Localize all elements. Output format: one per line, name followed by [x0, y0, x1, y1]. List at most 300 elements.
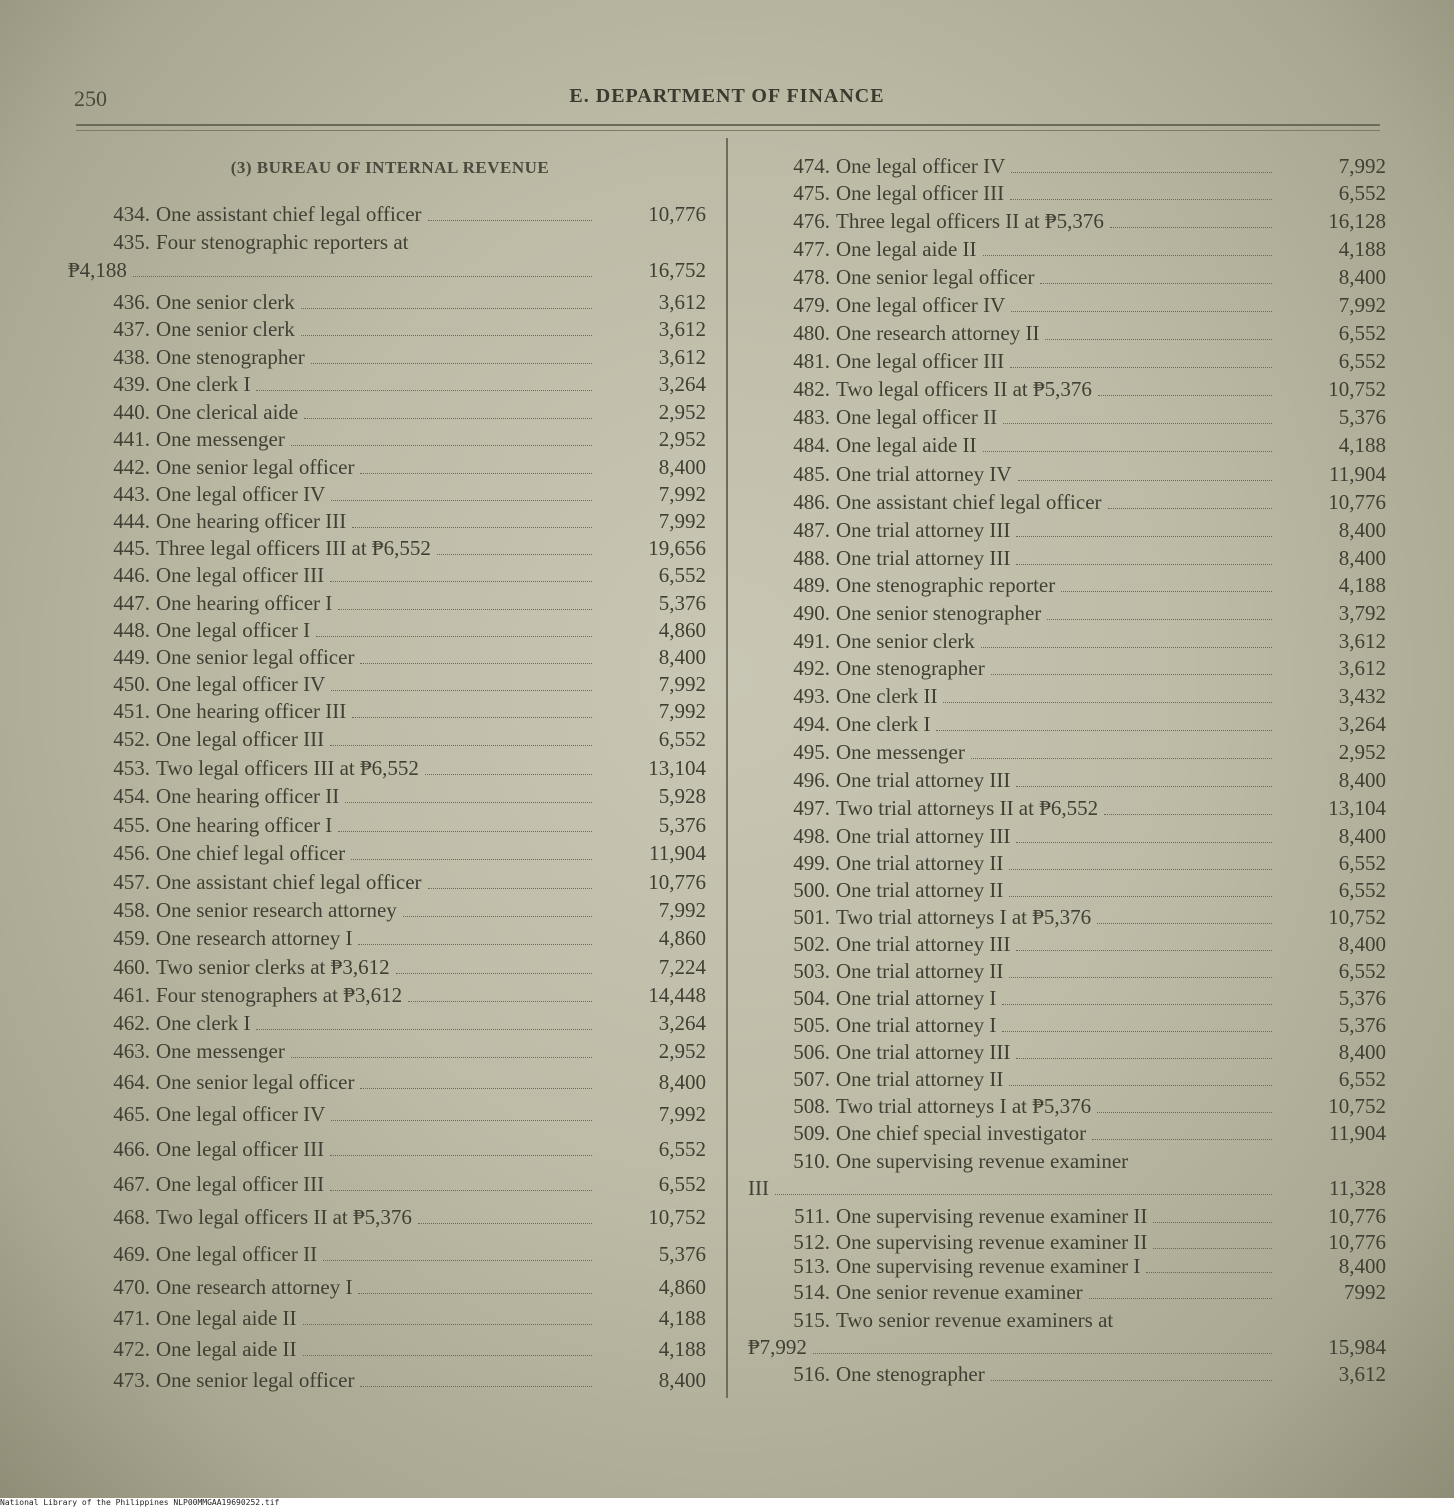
list-item [72, 727, 706, 753]
item-amount: 5,376 [1338, 1013, 1386, 1037]
item-amount: 3,612 [1338, 629, 1386, 653]
item-description-text: One legal officer IV [156, 672, 326, 696]
header-rule-thin [76, 130, 1380, 131]
dot-leader [1018, 480, 1272, 481]
item-amount: 2,952 [658, 400, 706, 424]
dot-leader [311, 363, 592, 364]
list-item [72, 1337, 706, 1363]
item-number: 503. [793, 959, 830, 983]
item-description [836, 824, 1276, 849]
item-description [836, 490, 1276, 515]
list-item [752, 1362, 1386, 1388]
item-description [156, 372, 596, 397]
item-description [156, 813, 596, 838]
item-description [836, 209, 1276, 234]
item-description-text: One clerk I [156, 1011, 251, 1035]
item-description-text: Two trial attorneys I at ₱5,376 [836, 1094, 1092, 1118]
item-description-text: One legal officer IV [156, 482, 326, 506]
item-description [836, 932, 1276, 957]
item-description [836, 349, 1276, 374]
item-number: 490. [793, 601, 830, 625]
list-item [752, 629, 1386, 655]
item-number: 468. [113, 1205, 150, 1229]
item-description [836, 905, 1276, 930]
list-item [72, 699, 706, 725]
item-description-text: Two trial attorneys II at ₱6,552 [836, 796, 1099, 820]
item-number: 484. [793, 433, 830, 457]
list-item [72, 482, 706, 508]
item-amount: 8,400 [1338, 546, 1386, 570]
item-number: 513. [793, 1254, 830, 1278]
item-number: 439. [113, 372, 150, 396]
item-description-text: One legal officer III [156, 563, 325, 587]
item-description-text: Two senior clerks at ₱3,612 [156, 955, 390, 979]
item-description-text: One legal officer IV [156, 1102, 326, 1126]
item-description-text: One legal officer IV [836, 293, 1006, 317]
list-item [752, 1067, 1386, 1093]
dot-leader [303, 1355, 592, 1356]
item-amount: 8,400 [658, 1368, 706, 1392]
item-description-text: Two legal officers III at ₱6,552 [156, 756, 419, 780]
item-description [836, 154, 1276, 179]
dot-leader [303, 1324, 592, 1325]
item-description [836, 656, 1276, 681]
item-description [836, 293, 1276, 318]
item-description-text: One legal aide II [156, 1337, 297, 1361]
list-item [752, 712, 1386, 738]
item-amount: 11,904 [1329, 1121, 1386, 1145]
item-amount: 8,400 [1338, 265, 1386, 289]
item-description-text: One hearing officer I [156, 813, 333, 837]
list-item [72, 784, 706, 810]
item-amount: 4,860 [658, 618, 706, 642]
item-description [836, 1230, 1276, 1255]
item-description-text: One senior legal officer [156, 1070, 355, 1094]
dot-leader [352, 717, 592, 718]
dot-leader [1092, 1139, 1272, 1140]
item-amount: 6,552 [1338, 1067, 1386, 1091]
dot-leader [983, 255, 1272, 256]
item-description [156, 955, 596, 980]
item-amount: 5,376 [658, 591, 706, 615]
item-number: 460. [113, 955, 150, 979]
dot-leader [1011, 311, 1272, 312]
item-description-text: One legal aide II [836, 237, 977, 261]
item-description-text: One trial attorney II [836, 1067, 1004, 1091]
item-amount: 2,952 [658, 1039, 706, 1063]
item-description [836, 959, 1276, 984]
list-item [72, 1242, 706, 1268]
list-item [72, 841, 706, 867]
item-amount: 2,952 [658, 427, 706, 451]
item-description [836, 405, 1276, 430]
item-number: 434. [113, 202, 150, 226]
dot-leader [1097, 1112, 1272, 1113]
item-description [156, 841, 596, 866]
item-description [836, 573, 1276, 598]
item-description [836, 518, 1276, 543]
list-item [72, 317, 706, 343]
column-divider [726, 138, 728, 1398]
item-number: 472. [113, 1337, 150, 1361]
item-description-text: One senior legal officer [836, 265, 1035, 289]
item-number: 510. [793, 1149, 830, 1173]
dot-leader [330, 1155, 592, 1156]
dot-leader [360, 473, 592, 474]
item-description-text: Two senior revenue examiners at [836, 1308, 1114, 1332]
item-description [836, 1013, 1276, 1038]
item-number: 471. [113, 1306, 150, 1330]
item-amount: 8,400 [1338, 518, 1386, 542]
item-description-text: One senior clerk [156, 290, 295, 314]
item-number: 491. [793, 629, 830, 653]
dot-leader [1009, 869, 1272, 870]
item-number: 497. [793, 796, 830, 820]
item-amount: 6,552 [1338, 878, 1386, 902]
list-item [752, 237, 1386, 263]
dot-leader [331, 500, 592, 501]
item-amount: 3,612 [1338, 1362, 1386, 1386]
item-description-text: Three legal officers II at ₱5,376 [836, 209, 1104, 233]
item-description-text: One senior research attorney [156, 898, 397, 922]
list-item [72, 202, 706, 228]
item-amount: 13,104 [648, 756, 706, 780]
list-item [72, 1172, 706, 1198]
item-number: 452. [113, 727, 150, 751]
item-number: 516. [793, 1362, 830, 1386]
item-description [156, 756, 596, 781]
dot-leader [351, 859, 592, 860]
item-description-text: One legal aide II [836, 433, 977, 457]
item-number: 506. [793, 1040, 830, 1064]
dot-leader [1089, 1298, 1272, 1299]
item-description [156, 727, 596, 752]
item-amount: 10,752 [648, 1205, 706, 1229]
item-description [156, 427, 596, 452]
list-item [752, 1149, 1386, 1175]
item-amount: 4,188 [1338, 237, 1386, 261]
item-amount: 3,612 [658, 345, 706, 369]
item-number: 453. [113, 756, 150, 780]
dot-leader [1146, 1272, 1272, 1273]
item-number: 488. [793, 546, 830, 570]
item-description-text: One senior clerk [836, 629, 975, 653]
item-amount: 3,792 [1338, 601, 1386, 625]
item-description-text: One messenger [156, 427, 285, 451]
list-item [752, 986, 1386, 1012]
list-item-continuation [748, 1335, 1386, 1361]
dot-leader [971, 758, 1272, 759]
item-number: 502. [793, 932, 830, 956]
dot-leader [1040, 283, 1272, 284]
dot-leader [133, 276, 592, 277]
item-description [156, 699, 596, 724]
item-amount: 7,992 [658, 1102, 706, 1126]
item-description-text: One legal aide II [156, 1306, 297, 1330]
item-description [836, 321, 1276, 346]
item-number: 450. [113, 672, 150, 696]
list-item [752, 433, 1386, 459]
item-amount: 4,188 [658, 1337, 706, 1361]
item-description [156, 400, 596, 425]
item-number: 492. [793, 656, 830, 680]
dot-leader [256, 390, 592, 391]
list-item [72, 509, 706, 535]
list-item [752, 349, 1386, 375]
item-description-text: One hearing officer I [156, 591, 333, 615]
item-number: 437. [113, 317, 150, 341]
item-description [156, 1102, 596, 1127]
dot-leader [403, 916, 592, 917]
list-item [72, 345, 706, 371]
list-item [72, 898, 706, 924]
item-amount: 5,376 [1338, 986, 1386, 1010]
item-amount: 5,376 [658, 1242, 706, 1266]
item-description-text: One senior clerk [156, 317, 295, 341]
item-description [836, 601, 1276, 626]
item-description [156, 1011, 596, 1036]
list-item [72, 926, 706, 952]
item-number: 514. [793, 1280, 830, 1304]
dot-leader [358, 944, 592, 945]
item-description [836, 546, 1276, 571]
item-description-text: One legal officer III [836, 181, 1005, 205]
item-number: 511. [794, 1204, 830, 1228]
item-amount: 7,992 [658, 482, 706, 506]
item-amount: 14,448 [648, 983, 706, 1007]
item-description-continuation [68, 258, 596, 283]
item-description-text: One messenger [836, 740, 965, 764]
item-number: 487. [793, 518, 830, 542]
dot-leader [1110, 227, 1272, 228]
item-description-text: One trial attorney III [836, 518, 1011, 542]
dot-leader [1016, 842, 1272, 843]
dot-leader [330, 745, 592, 746]
list-item [72, 672, 706, 698]
dot-leader [1009, 896, 1272, 897]
list-item [72, 1275, 706, 1301]
dot-leader [1097, 923, 1272, 924]
dot-leader [301, 335, 592, 336]
list-item [752, 377, 1386, 403]
item-number: 494. [793, 712, 830, 736]
dot-leader [408, 1001, 592, 1002]
item-amount: 7,992 [658, 699, 706, 723]
list-item [752, 1094, 1386, 1120]
item-description-continuation-text: ₱7,992 [748, 1335, 807, 1359]
item-number: 465. [113, 1102, 150, 1126]
item-description-text: One stenographer [156, 345, 305, 369]
page-number: 250 [74, 86, 107, 111]
item-description [156, 563, 596, 588]
list-item [752, 181, 1386, 207]
item-description-text: One trial attorney III [836, 932, 1011, 956]
item-amount: 4,188 [1338, 573, 1386, 597]
item-description-text: One trial attorney II [836, 878, 1004, 902]
item-amount: 10,776 [1328, 1204, 1386, 1228]
item-amount: 8,400 [1338, 932, 1386, 956]
list-item [752, 573, 1386, 599]
item-amount: 16,752 [648, 258, 706, 282]
item-description-continuation-text: ₱4,188 [68, 258, 127, 282]
list-item [72, 1306, 706, 1332]
header-rule [76, 124, 1380, 126]
list-item [752, 518, 1386, 544]
item-description-text: One trial attorney I [836, 986, 997, 1010]
item-amount: 4,860 [658, 926, 706, 950]
item-description [836, 796, 1276, 821]
item-amount: 3,432 [1338, 684, 1386, 708]
scan-footer: National Library of the Philippines NLP00MMGAA19690252.tif [0, 1498, 1454, 1508]
list-item [72, 230, 706, 256]
item-description-text: One trial attorney III [836, 768, 1011, 792]
item-description-text: One senior stenographer [836, 601, 1042, 625]
item-number: 507. [793, 1067, 830, 1091]
item-description [156, 618, 596, 643]
item-number: 493. [793, 684, 830, 708]
item-description-text: One supervising revenue examiner II [836, 1204, 1148, 1228]
item-description [156, 455, 596, 480]
dot-leader [1016, 1058, 1272, 1059]
dot-leader [1045, 339, 1272, 340]
list-item [752, 546, 1386, 572]
item-amount: 2,952 [1338, 740, 1386, 764]
list-item [72, 1137, 706, 1163]
item-description [156, 1070, 596, 1095]
item-number: 482. [793, 377, 830, 401]
item-description [836, 986, 1276, 1011]
dot-leader [1108, 508, 1272, 509]
item-description-continuation [748, 1176, 1276, 1201]
item-description [836, 1040, 1276, 1065]
dot-leader [323, 1260, 592, 1261]
item-description [156, 672, 596, 697]
dot-leader [360, 1088, 592, 1089]
item-description-text: One senior legal officer [156, 645, 355, 669]
item-description [836, 265, 1276, 290]
item-number: 475. [793, 181, 830, 205]
item-number: 496. [793, 768, 830, 792]
list-item [72, 1368, 706, 1394]
dot-leader [991, 1380, 1272, 1381]
item-description-text: One legal officer I [156, 618, 311, 642]
list-item [72, 372, 706, 398]
item-description-text: One research attorney I [156, 926, 353, 950]
list-item [752, 1280, 1386, 1306]
item-amount: 4,860 [658, 1275, 706, 1299]
item-amount: 6,552 [658, 1137, 706, 1161]
item-amount: 3,612 [658, 290, 706, 314]
dot-leader [418, 1223, 592, 1224]
item-amount: 8,400 [658, 645, 706, 669]
list-item [752, 490, 1386, 516]
item-description-text: One senior revenue examiner [836, 1280, 1083, 1304]
list-item [72, 756, 706, 782]
item-description-text: Two trial attorneys I at ₱5,376 [836, 905, 1092, 929]
item-description [836, 878, 1276, 903]
item-description [836, 1094, 1276, 1119]
item-amount: 7,224 [658, 955, 706, 979]
item-number: 440. [113, 400, 150, 424]
item-amount: 5,376 [658, 813, 706, 837]
item-description [156, 230, 596, 255]
list-item [752, 684, 1386, 710]
item-number: 473. [113, 1368, 150, 1392]
item-amount: 8,400 [658, 455, 706, 479]
item-description-text: One research attorney I [156, 1275, 353, 1299]
item-amount: 11,328 [1329, 1176, 1386, 1200]
item-number: 441. [113, 427, 150, 451]
item-description [836, 1254, 1276, 1279]
dot-leader [360, 663, 592, 664]
dot-leader [1047, 619, 1272, 620]
list-item [72, 536, 706, 562]
item-amount: 8,400 [1338, 1040, 1386, 1064]
item-amount: 10,752 [1328, 1094, 1386, 1118]
dot-leader [1153, 1222, 1272, 1223]
item-amount: 10,776 [648, 202, 706, 226]
list-item [752, 601, 1386, 627]
item-description [156, 898, 596, 923]
item-amount: 5,928 [658, 784, 706, 808]
item-number: 470. [113, 1275, 150, 1299]
dot-leader [1010, 199, 1272, 200]
item-amount: 15,984 [1328, 1335, 1386, 1359]
item-description [156, 1275, 596, 1300]
item-description [156, 536, 596, 561]
dot-leader [1010, 367, 1272, 368]
item-number: 464. [113, 1070, 150, 1094]
dot-leader [1153, 1248, 1272, 1249]
item-description [836, 1121, 1276, 1146]
item-amount: 7,992 [658, 898, 706, 922]
item-amount: 6,552 [1338, 349, 1386, 373]
dot-leader [352, 527, 592, 528]
item-description-continuation-text: III [748, 1176, 769, 1200]
item-description [836, 181, 1276, 206]
dot-leader [330, 1190, 592, 1191]
item-description-text: One messenger [156, 1039, 285, 1063]
list-item [752, 740, 1386, 766]
list-item [752, 1121, 1386, 1147]
item-description-text: One trial attorney II [836, 851, 1004, 875]
dot-leader [1002, 1031, 1272, 1032]
item-amount: 8,400 [1338, 768, 1386, 792]
item-description-text: One clerk II [836, 684, 938, 708]
item-description [156, 591, 596, 616]
item-description-text: One legal officer III [156, 1137, 325, 1161]
dot-leader [981, 647, 1272, 648]
dot-leader [1016, 564, 1272, 565]
item-amount: 3,264 [658, 372, 706, 396]
list-item [752, 1013, 1386, 1039]
item-description-text: One legal officer III [836, 349, 1005, 373]
dot-leader [1002, 1004, 1272, 1005]
item-amount: 7,992 [658, 672, 706, 696]
item-description [156, 1039, 596, 1064]
list-item [752, 656, 1386, 682]
list-item [72, 813, 706, 839]
list-item [72, 1205, 706, 1231]
item-amount: 4,188 [1338, 433, 1386, 457]
item-description [836, 629, 1276, 654]
item-description [836, 768, 1276, 793]
item-description-text: One chief legal officer [156, 841, 346, 865]
item-amount: 8,400 [1338, 824, 1386, 848]
item-description [156, 645, 596, 670]
item-description-continuation [748, 1335, 1276, 1360]
dot-leader [1016, 950, 1272, 951]
